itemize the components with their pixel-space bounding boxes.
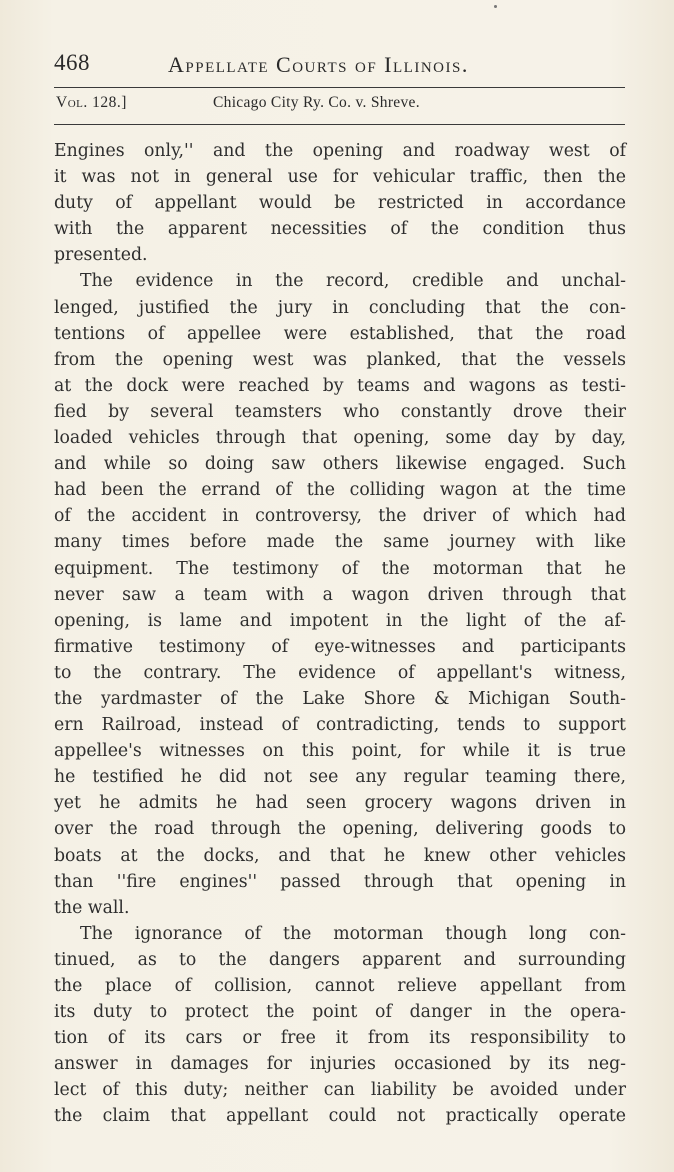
body-line: firmative testimony of eye-witnesses and participants: [54, 636, 626, 657]
body-line: many times before made the same journey with like: [54, 532, 626, 553]
body-line: the wall.: [54, 897, 130, 918]
body-line: loaded vehicles through that opening, some day by day,: [54, 428, 626, 449]
body-line: never saw a team with a wagon driven through that: [54, 584, 626, 605]
body-line: he testified he did not see any regular teaming there,: [54, 767, 626, 788]
body-line: and while so doing saw others likewise engaged. Such: [54, 454, 626, 475]
body-line: lenged, justified the jury in concluding that the con-: [54, 297, 626, 318]
body-line: yet he admits he had seen grocery wagons driven in: [54, 793, 626, 814]
header-rule-top: [54, 87, 625, 88]
body-line: duty of appellant would be restricted in accordance: [54, 193, 626, 214]
header-rule-bottom: [54, 124, 625, 125]
body-line: the place of collision, cannot relieve appellant from: [54, 976, 626, 996]
body-line: boats at the docks, and that he knew other vehicles: [54, 845, 626, 866]
body-line: tinued, as to the dangers apparent and surrounding: [54, 949, 626, 970]
body-line: the claim that appellant could not practically operate: [54, 1106, 626, 1127]
body-line: tentions of appellee were established, that the road: [54, 323, 626, 344]
body-line: it was not in general use for vehicular traffic, then the: [54, 167, 626, 188]
body-line: appellee's witnesses on this point, for while it is true: [54, 741, 626, 762]
body-line: at the dock were reached by teams and wagons as testi-: [54, 375, 626, 396]
body-line: to the contrary. The evidence of appellant's witness,: [54, 662, 626, 683]
case-caption: [56, 94, 626, 118]
print-speck: [494, 5, 497, 8]
body-line: from the opening west was planked, that the vessels: [54, 349, 626, 370]
body-line: with the apparent necessities of the condition thus: [54, 219, 626, 240]
body-line: The ignorance of the motorman though long con-: [80, 923, 626, 944]
body-line: ern Railroad, instead of contradicting, tends to support: [54, 715, 626, 736]
body-line: opening, is lame and impotent in the light of the af-: [54, 610, 626, 631]
body-line: lect of this duty; neither can liability be avoided under: [54, 1080, 626, 1101]
body-line: the yardmaster of the Lake Shore & Michigan South-: [54, 688, 626, 709]
body-line: over the road through the opening, delivering goods to: [54, 819, 626, 840]
body-line: The evidence in the record, credible and unchal-: [80, 271, 626, 292]
volume-label: Vol. 128.]: [56, 94, 127, 111]
running-head: [54, 50, 628, 80]
body-line: presented.: [54, 245, 148, 266]
page-number: 468: [54, 50, 90, 75]
body-line: had been the errand of the colliding wagon at the time: [54, 480, 626, 501]
body-line: answer in damages for injuries occasioned by its neg-: [54, 1054, 626, 1075]
journal-title: Appellate Courts of Illinois.: [168, 52, 469, 77]
case-name: Chicago City Ry. Co. v. Shreve.: [213, 94, 420, 111]
body-line: than ''fire engines'' passed through that opening in: [54, 871, 626, 892]
body-line: of the accident in controversy, the driver of which had: [54, 506, 626, 527]
body-line: its duty to protect the point of danger in the opera-: [54, 1002, 626, 1023]
body-line: tion of its cars or free it from its responsibility to: [54, 1028, 626, 1049]
body-text: [54, 138, 626, 1130]
body-line: Engines only,'' and the opening and roadway west of: [54, 141, 626, 161]
body-line: fied by several teamsters who constantly drove their: [54, 401, 626, 422]
body-line: equipment. The testimony of the motorman that he: [54, 558, 626, 579]
